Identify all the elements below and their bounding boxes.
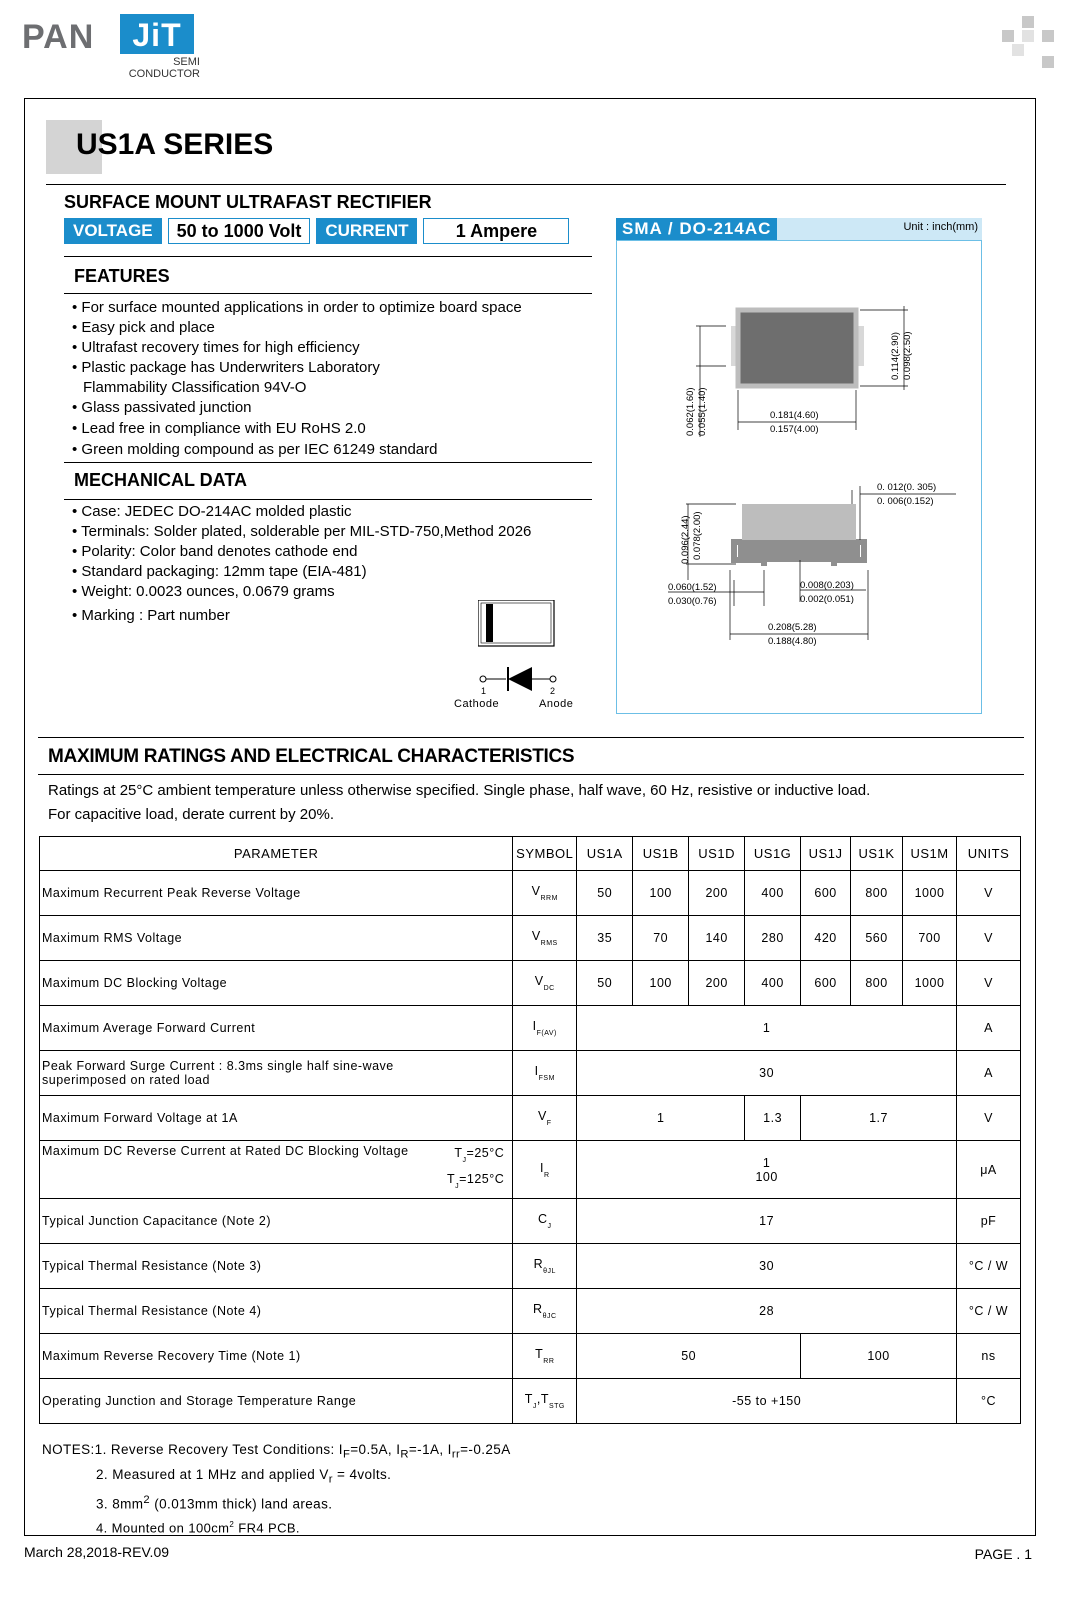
table-row [40, 916, 1021, 961]
value-cell: 1 [577, 1006, 957, 1051]
header-cell: US1J [801, 837, 851, 871]
symbol-cell: $R_{\theta JC}$ [513, 1289, 577, 1334]
symbol-cell: $T_J,T_{STG}$ [513, 1379, 577, 1424]
symbol-cell: $V_{RMS}$ [513, 916, 577, 961]
top-view-body [738, 310, 856, 386]
value-cell: 28 [577, 1289, 957, 1334]
symbol-cell: $V_{DC}$ [513, 961, 577, 1006]
logo-semi: SEMI [173, 56, 200, 68]
logo-semiconductor [112, 56, 200, 80]
symbol-cell: $I_R$ [513, 1141, 577, 1199]
table-header-row [40, 837, 1021, 871]
unit-cell: μA [956, 1141, 1020, 1199]
mechanical-item: • Polarity: Color band denotes cathode end [72, 542, 531, 562]
subtitle: SURFACE MOUNT ULTRAFAST RECTIFIER [64, 192, 432, 212]
value-cell: 1000 [903, 961, 957, 1006]
value-cell: 700 [903, 916, 957, 961]
dim-hside-b: 0.078(2.00) [692, 511, 703, 560]
param-cell: Maximum Reverse Recovery Time (Note 1) [40, 1334, 513, 1379]
dim-lead-b: 0.055(1.40) [697, 387, 708, 436]
pin1-label: 1 [481, 686, 487, 696]
voltage-value: 50 to 1000 Volt [168, 218, 311, 244]
mechanical-heading: MECHANICAL DATA [74, 470, 247, 490]
diode-pin1-icon [480, 676, 486, 682]
diode-pin2-icon [550, 676, 556, 682]
notes-section [42, 1440, 511, 1539]
feature-item: Flammability Classification 94V-O [83, 379, 307, 396]
value-cell: 280 [745, 916, 801, 961]
value-cell: 30 [577, 1051, 957, 1096]
unit-cell: pF [956, 1199, 1020, 1244]
value-cell: -55 to +150 [577, 1379, 957, 1424]
mechanical-item: • Standard packaging: 12mm tape (EIA-481) [72, 562, 531, 582]
value-cell: 600 [801, 871, 851, 916]
unit-cell: V [956, 916, 1020, 961]
ratings-note-1: Ratings at 25°C ambient temperature unless otherwise specified. Single phase, half wave, 60 Hz, resistive or inductive load. [48, 782, 871, 799]
value-cell: 560 [851, 916, 903, 961]
package-unit: Unit : inch(mm) [903, 221, 978, 233]
mechanical-item: • Case: JEDEC DO-214AC molded plastic [72, 502, 531, 522]
value-cell: 400 [745, 961, 801, 1006]
symbol-cell: $V_F$ [513, 1096, 577, 1141]
header-cell: SYMBOL [513, 837, 577, 871]
value-cell: 1000 [903, 871, 957, 916]
symbol-cell: $V_{RRM}$ [513, 871, 577, 916]
value-cell: 50 [577, 961, 633, 1006]
pin2-label: 2 [550, 686, 556, 696]
cathode-label: Cathode [454, 698, 500, 710]
symbol-cell: $T_{RR}$ [513, 1334, 577, 1379]
features-end-divider [64, 462, 592, 463]
note-2: 2. Measured at 1 MHz and applied $V_r$ = 4volts. [96, 1467, 392, 1486]
dim-htop-b: 0.098(2.50) [902, 331, 913, 380]
dim-foot-b: 0.030(0.76) [668, 596, 717, 607]
dim-wbody-a: 0.181(4.60) [770, 410, 819, 421]
features-divider [64, 293, 592, 294]
mechanical-list [72, 502, 531, 626]
spec-row [64, 218, 569, 244]
note-1: NOTES:1. Reverse Recovery Test Conditions: $I_F=0.5A$, $I_R=-1A$, $I_{rr}=-0.25A$ [42, 1442, 511, 1461]
mechanical-item: • Marking : Part number [72, 606, 531, 626]
value-cell: 70 [633, 916, 689, 961]
value-cell: 200 [689, 961, 745, 1006]
feature-item: • Plastic package has Underwriters Laboratory [72, 358, 522, 378]
value-cell: 1 100 [577, 1141, 957, 1199]
header-cell: US1A [577, 837, 633, 871]
dim-stand-a: 0.008(0.203) [800, 580, 854, 591]
value-cell: 35 [577, 916, 633, 961]
logo-jit: JiT [120, 14, 194, 54]
value-cell: 420 [801, 916, 851, 961]
note-3: 3. $8mm^2$ (0.013mm thick) land areas. [96, 1494, 333, 1512]
table-row [40, 961, 1021, 1006]
symbol-cell: $I_{F(AV)}$ [513, 1006, 577, 1051]
ratings-divider-top [38, 737, 1024, 738]
mechanical-item: • Weight: 0.0023 ounces, 0.0679 grams [72, 582, 531, 602]
unit-cell: V [956, 1096, 1020, 1141]
current-label: CURRENT [316, 218, 417, 244]
feature-item: • For surface mounted applications in order to optimize board space [72, 298, 522, 318]
dim-total-b: 0.188(4.80) [768, 636, 817, 647]
param-cell: Maximum DC Reverse Current at Rated DC Blocking Voltage $T_J=25^\circ C$ $T_J=125^\circ C$ [40, 1141, 513, 1199]
dim-wbody-b: 0.157(4.00) [770, 424, 819, 435]
value-cell: 100 [801, 1334, 957, 1379]
param-cell: Typical Junction Capacitance (Note 2) [40, 1199, 513, 1244]
header-cell: US1K [851, 837, 903, 871]
feature-item: • Lead free in compliance with EU RoHS 2.0 [72, 419, 522, 439]
note-4: 4. Mounted on $100cm^2$ FR4 PCB. [96, 1520, 300, 1536]
param-cell: Typical Thermal Resistance (Note 4) [40, 1289, 513, 1334]
table-row [40, 1006, 1021, 1051]
unit-cell: °C / W [956, 1244, 1020, 1289]
header-cell: UNITS [956, 837, 1020, 871]
logo-conductor: CONDUCTOR [128, 68, 200, 80]
dim-stand-b: 0.002(0.051) [800, 594, 854, 605]
table-row [40, 871, 1021, 916]
mechanical-divider [64, 499, 592, 500]
header-cell: US1G [745, 837, 801, 871]
value-cell: 30 [577, 1244, 957, 1289]
unit-cell: A [956, 1006, 1020, 1051]
table-row [40, 1199, 1021, 1244]
dim-htop-a: 0.114(2.90) [890, 332, 901, 380]
page-number: PAGE . 1 [974, 1546, 1032, 1562]
table-row [40, 1141, 1021, 1199]
package-name: SMA / DO-214AC [616, 218, 777, 240]
table-row [40, 1379, 1021, 1424]
ratings-heading: MAXIMUM RATINGS AND ELECTRICAL CHARACTERISTICS [48, 746, 575, 767]
header-cell: US1D [689, 837, 745, 871]
header-cell: PARAMETER [40, 837, 513, 871]
logo-pan: PAN [22, 18, 95, 56]
features-list [72, 298, 522, 460]
value-cell: 1.3 [745, 1096, 801, 1141]
title-divider [46, 184, 1006, 185]
value-cell: 800 [851, 961, 903, 1006]
dim-foot-a: 0.060(1.52) [668, 582, 717, 593]
header-cell: US1M [903, 837, 957, 871]
param-cell: Typical Thermal Resistance (Note 3) [40, 1244, 513, 1289]
header-cell: US1B [633, 837, 689, 871]
spec-divider [64, 256, 592, 257]
feature-item: • Green molding compound as per IEC 61249 standard [72, 440, 522, 460]
ratings-note-2: For capacitive load, derate current by 20%. [48, 806, 334, 823]
marking-cathode-band [486, 604, 493, 642]
dim-hside-a: 0.096(2.44) [680, 515, 691, 564]
symbol-cell: $C_J$ [513, 1199, 577, 1244]
dim-lead-a: 0.062(1.60) [685, 387, 696, 436]
dim-t-b: 0. 006(0.152) [877, 496, 934, 507]
value-cell: 50 [577, 871, 633, 916]
table-row [40, 1244, 1021, 1289]
unit-cell: °C [956, 1379, 1020, 1424]
unit-cell: °C / W [956, 1289, 1020, 1334]
param-cell: Maximum Average Forward Current [40, 1006, 513, 1051]
param-cell: Maximum Forward Voltage at 1A [40, 1096, 513, 1141]
package-header [616, 218, 982, 240]
param-cell: Operating Junction and Storage Temperature Range [40, 1379, 513, 1424]
features-heading: FEATURES [74, 266, 170, 286]
symbol-cell: $R_{\theta JL}$ [513, 1244, 577, 1289]
unit-cell: V [956, 961, 1020, 1006]
table-row [40, 1334, 1021, 1379]
table-row [40, 1096, 1021, 1141]
page-title: US1A SERIES [76, 128, 274, 161]
feature-item: • Glass passivated junction [72, 398, 522, 418]
value-cell: 800 [851, 871, 903, 916]
value-cell: 17 [577, 1199, 957, 1244]
value-cell: 100 [633, 871, 689, 916]
value-cell: 1 [577, 1096, 745, 1141]
param-cell: Maximum DC Blocking Voltage [40, 961, 513, 1006]
value-cell: 400 [745, 871, 801, 916]
dim-total-a: 0.208(5.28) [768, 622, 817, 633]
unit-cell: A [956, 1051, 1020, 1096]
panjit-logo [22, 14, 202, 80]
table-row [40, 1051, 1021, 1096]
value-cell: 140 [689, 916, 745, 961]
feature-item: • Easy pick and place [72, 318, 522, 338]
value-cell: 1.7 [801, 1096, 957, 1141]
feature-item: • Ultrafast recovery times for high efficiency [72, 338, 522, 358]
value-cell: 50 [577, 1334, 801, 1379]
corner-pattern-icon [1002, 16, 1054, 68]
current-value: 1 Ampere [423, 218, 569, 244]
mechanical-item: • Terminals: Solder plated, solderable per MIL-STD-750,Method 2026 [72, 522, 531, 542]
param-cell: Maximum Recurrent Peak Reverse Voltage [40, 871, 513, 916]
ratings-table [39, 836, 1021, 1424]
symbol-cell: $I_{FSM}$ [513, 1051, 577, 1096]
table-row [40, 1289, 1021, 1334]
unit-cell: V [956, 871, 1020, 916]
dim-t-a: 0. 012(0. 305) [877, 482, 937, 493]
value-cell: 600 [801, 961, 851, 1006]
unit-cell: ns [956, 1334, 1020, 1379]
param-cell: Peak Forward Surge Current : 8.3ms single half sine-wave superimposed on rated load [40, 1051, 513, 1096]
value-cell: 200 [689, 871, 745, 916]
revision-date: March 28,2018-REV.09 [24, 1544, 170, 1560]
diode-triangle-icon [508, 667, 532, 691]
voltage-label: VOLTAGE [64, 218, 162, 244]
package-dimension-drawing [616, 240, 982, 714]
value-cell: 100 [633, 961, 689, 1006]
param-cell: Maximum RMS Voltage [40, 916, 513, 961]
anode-label: Anode [539, 698, 574, 710]
ratings-divider-bottom [38, 774, 1024, 775]
